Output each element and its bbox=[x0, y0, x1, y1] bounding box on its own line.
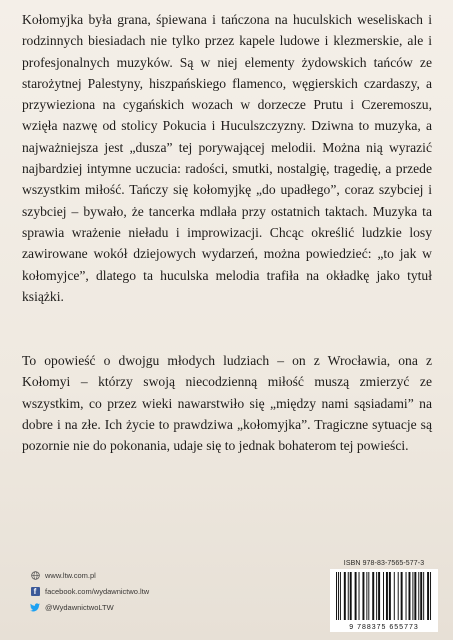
barcode-number: 9 788375 655773 bbox=[349, 624, 419, 631]
barcode-bar bbox=[389, 572, 391, 620]
barcode-bar bbox=[340, 572, 341, 620]
twitter-row bbox=[30, 599, 149, 615]
twitter-link[interactable]: @WydawnictwoLTW bbox=[45, 602, 114, 612]
barcode-bar bbox=[344, 572, 346, 620]
barcode-bar bbox=[414, 572, 416, 620]
barcode-bar bbox=[420, 572, 422, 620]
blurb-paragraph-1: Kołomyjka była grana, śpiewana i tańczona na huculskich weseliskach i rodzinnych biesiadach nie tylko przez kapele ludowe i klezmerskie, ale i profesjonalnych muzyków. Są w niej elementy żydowskich tańców ze starożytnej Palestyny, hiszpańskiego flamenco, węgierskich czardaszy, a przywieziona na cygańskich wozach w dorzecze Prutu i Czeremoszu, wzięła nazwę od stolicy Pokucia i Huculszczyzny. Dziwna to muzyka, a najważniejsza jest „dusza” tej porywającej melodii. Można nią wyrazić najbardziej intymne uczucia: radości, smutki, nostalgię, tragedię, a przede wszystkim miłość. Tańczy się kołomyjkę „do upadłego”, coraz szybciej i szybciej – bywało, że tancerka mdlała przy ostatnich taktach. Muzyka ta sprawia wrażenie nieładu i improwizacji. Chcąc określić ludzkie losy zawirowane wokół dziejowych wydarzeń, można powiedzieć: „to jak w kołomyjce”, dlatego ta huculska melodia trafiła na okładkę jako tytuł książki. bbox=[22, 12, 432, 304]
barcode bbox=[330, 569, 438, 632]
facebook-icon: f bbox=[30, 586, 40, 596]
barcode-bar bbox=[348, 572, 349, 620]
barcode-bar bbox=[394, 572, 395, 620]
barcode-bar bbox=[368, 572, 369, 620]
barcode-bar bbox=[355, 572, 357, 620]
barcode-bar bbox=[430, 572, 431, 620]
barcode-bar bbox=[401, 572, 403, 620]
barcode-bar bbox=[359, 572, 360, 620]
barcode-bar bbox=[362, 572, 364, 620]
barcode-bar bbox=[408, 572, 410, 620]
barcode-bar bbox=[350, 572, 352, 620]
facebook-row bbox=[30, 583, 149, 599]
barcode-bars bbox=[336, 572, 432, 620]
barcode-bar bbox=[338, 572, 339, 620]
barcode-bar bbox=[336, 572, 337, 620]
barcode-bar bbox=[427, 572, 429, 620]
website-row bbox=[30, 567, 149, 583]
publisher-links bbox=[30, 567, 149, 615]
website-link[interactable]: www.ltw.com.pl bbox=[45, 570, 96, 580]
facebook-link[interactable]: facebook.com/wydawnictwo.ltw bbox=[45, 586, 150, 596]
barcode-bar bbox=[412, 572, 413, 620]
barcode-bar bbox=[376, 572, 377, 620]
barcode-bar bbox=[383, 572, 384, 620]
barcode-bar bbox=[406, 572, 407, 620]
globe-icon bbox=[30, 570, 40, 580]
barcode-bar bbox=[398, 572, 399, 620]
barcode-bar bbox=[423, 572, 424, 620]
barcode-bar bbox=[378, 572, 380, 620]
barcode-bar bbox=[386, 572, 388, 620]
isbn-block bbox=[330, 560, 438, 632]
blurb-paragraph-2: To opowieść o dwojgu młodych ludziach – on z Wrocławia, ona z Kołomyi – którzy swoją niecodzienną miłość muszą zmierzyć ze wszystkim, co przez wieki nawarstwiło się „między nami sąsiadami” na dobre i na złe. Ich życie to prawdziwa „kołomyjka”. Tragiczne sytuacje są pozornie nie do pokonania, udaje się to jednak bohaterom tej powieści. bbox=[22, 353, 432, 454]
barcode-bar bbox=[418, 572, 419, 620]
barcode-bar bbox=[372, 572, 374, 620]
twitter-icon bbox=[30, 602, 40, 612]
barcode-bar bbox=[366, 572, 367, 620]
isbn-label: ISBN 978-83-7565-577-3 bbox=[343, 560, 425, 567]
